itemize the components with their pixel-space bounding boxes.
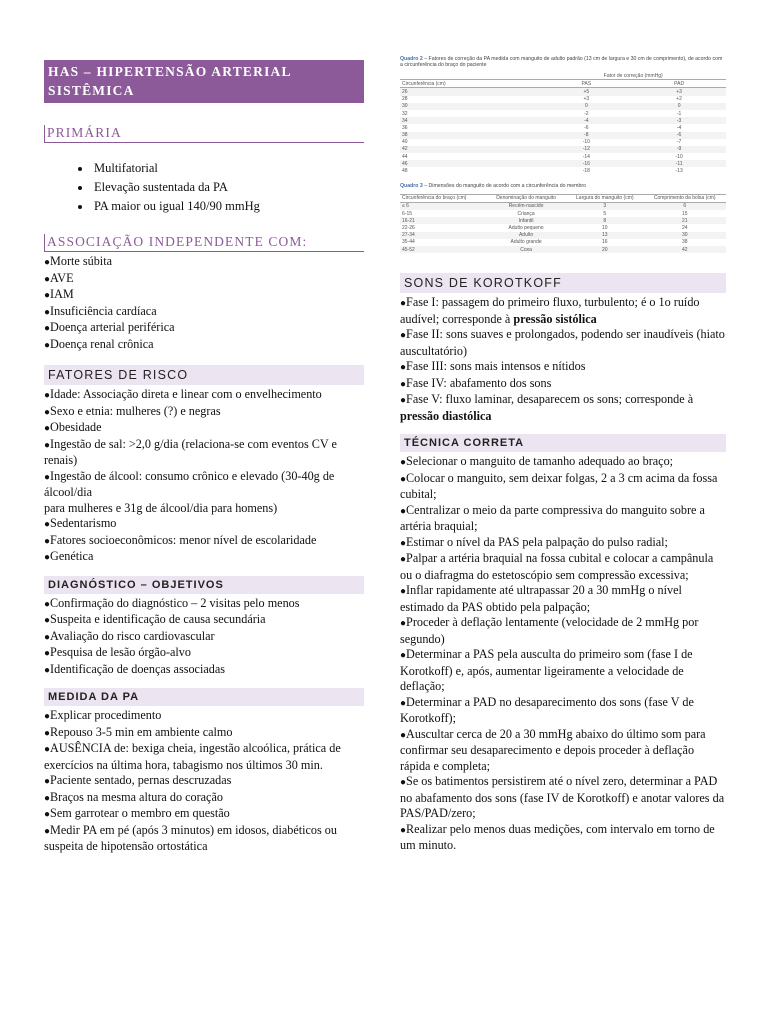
table-row bbox=[400, 160, 726, 167]
list-item: ● Morte súbita bbox=[44, 254, 364, 271]
table-cell: -12 bbox=[540, 146, 632, 153]
table-cell: 13 bbox=[566, 232, 643, 239]
list-item: ● Doença renal crônica bbox=[44, 337, 364, 354]
table-cell: 3 bbox=[566, 202, 643, 210]
list-item: ● Braços na mesma altura do coração bbox=[44, 790, 364, 807]
list-item: ● AUSÊNCIA de: bexiga cheia, ingestão alcoólica, prática de exercícios na última hora, tabagismo nos últimos 30 min. bbox=[44, 741, 364, 773]
list-item: ● Ingestão de álcool: consumo crônico e elevado (30-40g de álcool/dia bbox=[44, 469, 364, 501]
table-cell: -10 bbox=[675, 153, 683, 160]
quadro-3-body bbox=[400, 202, 726, 253]
table-row bbox=[400, 239, 726, 246]
table-cell: +3 bbox=[583, 96, 590, 103]
table-cell: +3 bbox=[632, 88, 726, 96]
medida-list bbox=[44, 708, 364, 855]
tecnica-list bbox=[400, 454, 726, 854]
table-row bbox=[400, 146, 726, 153]
list-item: ● Identificação de doenças associadas bbox=[44, 662, 364, 679]
col-header: Circunferência (cm) bbox=[400, 80, 540, 88]
table-row bbox=[400, 96, 726, 103]
quadro-3-table bbox=[400, 194, 726, 254]
table-cell: +2 bbox=[676, 96, 682, 103]
table-row bbox=[400, 246, 726, 253]
right-column bbox=[400, 56, 726, 854]
list-item: ● Sedentarismo bbox=[44, 516, 364, 533]
list-item: ● Confirmação do diagnóstico – 2 visitas pelo menos bbox=[44, 596, 364, 613]
table-cell: 32 bbox=[402, 110, 408, 117]
table-cell: 10 bbox=[602, 224, 608, 231]
col-header: Denominação do manguito bbox=[486, 194, 566, 202]
list-item: ● Se os batimentos persistirem até o nível zero, determinar a PAD no abafamento dos sons (fase IV de Korotkoff) e anotar valores da PAS/PAD/zero; bbox=[400, 774, 726, 822]
table-cell: -1 bbox=[676, 110, 682, 117]
list-item: ● Selecionar o manguito de tamanho adequado ao braço; bbox=[400, 454, 726, 471]
table-cell: 42 bbox=[400, 146, 540, 153]
table-cell: 16-21 bbox=[400, 217, 486, 224]
table-cell: -4 bbox=[540, 117, 632, 124]
table-row bbox=[400, 153, 726, 160]
list-item: ● Estimar o nível da PAS pela palpação do pulso radial; bbox=[400, 535, 726, 552]
list-item: ● Genética bbox=[44, 549, 364, 566]
table-row bbox=[400, 132, 726, 139]
table-cell: -11 bbox=[632, 160, 726, 167]
left-column bbox=[44, 60, 364, 855]
table-cell: 21 bbox=[643, 217, 726, 224]
quadro-2-caption: – Fatores de correção da PA medida com manguito de adulto padrão (13 cm de largura e 30 cm de comprimento), de acordo com a circunferência do braço do paciente bbox=[400, 56, 723, 68]
col-header: Comprimento da bolsa (cm) bbox=[643, 194, 726, 202]
table-row bbox=[400, 167, 726, 174]
list-item: ● Realizar pelo menos duas medições, com intervalo em torno de um minuto. bbox=[400, 822, 726, 854]
table-cell: -8 bbox=[540, 132, 632, 139]
list-item: ● Doença arterial periférica bbox=[44, 320, 364, 337]
list-item: ● AVE bbox=[44, 271, 364, 288]
table-cell: 28 bbox=[402, 96, 408, 103]
table-cell: 45-52 bbox=[400, 246, 486, 253]
pressao-diastolica-text: pressão diastólica bbox=[400, 408, 492, 423]
list-item: ● Fase IV: abafamento dos sons bbox=[400, 376, 726, 393]
quadro-3-figure bbox=[400, 183, 726, 254]
list-item: ● Medir PA em pé (após 3 minutos) em idosos, diabéticos ou suspeita de hipotensão ortostática bbox=[44, 823, 364, 855]
table-cell: 16 bbox=[602, 239, 608, 246]
table-row bbox=[400, 232, 726, 239]
col-header: Largura do manguito (cm) bbox=[566, 194, 643, 202]
list-item: ● Ingestão de sal: >2,0 g/dia (relaciona-se com eventos CV e renais) bbox=[44, 437, 364, 469]
heading-medida-pa: MEDIDA DA PA bbox=[44, 688, 364, 706]
pressao-sistolica-text: pressão sistólica bbox=[513, 311, 597, 326]
heading-tecnica-correta: TÉCNICA CORRETA bbox=[400, 434, 726, 452]
table-cell: Infantil bbox=[486, 217, 566, 224]
document-title: HAS – HIPERTENSÃO ARTERIAL SISTÊMICA bbox=[44, 60, 364, 103]
list-item: • PA maior ou igual 140/90 mmHg bbox=[92, 197, 364, 216]
table-row bbox=[400, 224, 726, 231]
table-cell: 22-26 bbox=[402, 224, 415, 231]
table-cell: 24 bbox=[681, 224, 688, 231]
list-item: ● Fase V: fluxo laminar, desaparecem os sons; corresponde à pressão diastólica bbox=[400, 392, 726, 424]
table-cell: Adulto bbox=[486, 232, 566, 239]
table-cell: 38 bbox=[681, 239, 688, 246]
col-header: PAS bbox=[540, 80, 632, 88]
table-row bbox=[400, 124, 726, 131]
table-row bbox=[400, 88, 726, 96]
table-cell: 8 bbox=[566, 217, 643, 224]
table-cell: -4 bbox=[676, 124, 682, 131]
list-item: ● Insuficiência cardíaca bbox=[44, 304, 364, 321]
list-item: ● Determinar a PAD no desaparecimento dos sons (fase V de Korotkoff); bbox=[400, 695, 726, 727]
list-item: ● Fase II: sons suaves e prolongados, podendo ser inaudíveis (hiato auscultatório) bbox=[400, 327, 726, 359]
table-row bbox=[400, 139, 726, 146]
list-item: ● Idade: Associação direta e linear com o envelhecimento bbox=[44, 387, 364, 404]
associacao-list bbox=[44, 254, 364, 353]
table-cell: 48 bbox=[402, 168, 408, 175]
table-cell: -9 bbox=[632, 146, 726, 153]
korotkoff-list bbox=[400, 295, 726, 424]
quadro-2-body bbox=[400, 88, 726, 175]
table-cell: -6 bbox=[584, 124, 589, 131]
table-row bbox=[400, 103, 726, 110]
table-cell: 40 bbox=[402, 139, 408, 146]
table-cell: 30 bbox=[400, 103, 540, 110]
table-cell: Coxa bbox=[486, 246, 566, 253]
quadro-2-figure bbox=[400, 56, 726, 175]
table-cell: -10 bbox=[582, 139, 590, 146]
table-cell: -7 bbox=[676, 139, 682, 146]
table-cell: 0 bbox=[540, 103, 632, 110]
list-item: ● Fatores socioeconômicos: menor nível de escolaridade bbox=[44, 533, 364, 550]
col-header: Circunferência do braço (cm) bbox=[400, 194, 486, 202]
heading-associacao: ASSOCIAÇÃO INDEPENDENTE COM: bbox=[44, 234, 364, 252]
table-cell: 36 bbox=[402, 124, 408, 131]
table-cell: Adulto grande bbox=[510, 239, 542, 246]
table-row bbox=[400, 202, 726, 210]
list-item: ● Sexo e etnia: mulheres (?) e negras bbox=[44, 404, 364, 421]
list-item: ● Colocar o manguito, sem deixar folgas, 2 a 3 cm acima da fossa cubital; bbox=[400, 471, 726, 503]
table-cell: Recém-nascido bbox=[486, 202, 566, 210]
table-cell: -14 bbox=[582, 153, 590, 160]
table-cell: 15 bbox=[681, 210, 688, 217]
list-item: ● Sem garrotear o membro em questão bbox=[44, 806, 364, 823]
table-cell: -6 bbox=[632, 132, 726, 139]
quadro-2-label: Quadro 2 bbox=[400, 56, 423, 62]
list-item: ● Repouso 3-5 min em ambiente calmo bbox=[44, 725, 364, 742]
list-item: ● Fase I: passagem do primeiro fluxo, turbulento; é o 1o ruído audível; corresponde à pressão sistólica bbox=[400, 295, 726, 327]
table-cell: +5 bbox=[540, 88, 632, 96]
quadro-3-label: Quadro 3 bbox=[400, 182, 423, 189]
list-item: ● Proceder à deflação lentamente (velocidade de 2 mmHg por segundo) bbox=[400, 615, 726, 647]
table-cell: 30 bbox=[643, 232, 726, 239]
col-header: PAD bbox=[632, 80, 726, 88]
table-row bbox=[400, 217, 726, 224]
list-item: ● Inflar rapidamente até ultrapassar 20 a 30 mmHg o nível estimado da PAS obtido pela palpação; bbox=[400, 583, 726, 615]
table-cell: -16 bbox=[540, 160, 632, 167]
list-item: ● Obesidade bbox=[44, 420, 364, 437]
table-cell: -18 bbox=[582, 168, 590, 175]
list-item: ● Explicar procedimento bbox=[44, 708, 364, 725]
list-item: • Elevação sustentada da PA bbox=[92, 178, 364, 197]
list-item: ● Suspeita e identificação de causa secundária bbox=[44, 612, 364, 629]
table-cell: ≤ 6 bbox=[400, 202, 486, 210]
table-cell: 34 bbox=[400, 117, 540, 124]
table-row bbox=[400, 117, 726, 124]
quadro-3-title bbox=[400, 183, 726, 189]
table-row bbox=[400, 210, 726, 217]
list-item: • Multifatorial bbox=[92, 159, 364, 178]
table-cell: -3 bbox=[632, 117, 726, 124]
fatores-list bbox=[44, 387, 364, 566]
table-cell: 44 bbox=[402, 153, 408, 160]
table-cell: -13 bbox=[675, 168, 683, 175]
col-group-header: Fator de correção (mmHg) bbox=[603, 72, 663, 79]
table-cell: 6 bbox=[643, 202, 726, 210]
table-cell: 26 bbox=[400, 88, 540, 96]
list-item-continuation: para mulheres e 31g de álcool/dia para homens) bbox=[44, 500, 278, 515]
heading-primaria: PRIMÁRIA bbox=[44, 125, 364, 143]
list-item: ● IAM bbox=[44, 287, 364, 304]
list-item: ● Auscultar cerca de 20 a 30 mmHg abaixo do último som para confirmar seu desaparecimento e depois proceder à deflação rápida e completa; bbox=[400, 727, 726, 775]
primaria-list bbox=[44, 159, 364, 216]
diagnostico-list bbox=[44, 596, 364, 679]
quadro-2-table bbox=[400, 72, 726, 175]
list-item: ● Fase III: sons mais intensos e nítidos bbox=[400, 359, 726, 376]
table-cell: 35-44 bbox=[402, 239, 415, 246]
heading-korotkoff: SONS DE KOROTKOFF bbox=[400, 273, 726, 293]
list-item: ● Centralizar o meio da parte compressiva do manguito sobre a artéria braquial; bbox=[400, 503, 726, 535]
heading-fatores-risco: FATORES DE RISCO bbox=[44, 365, 364, 385]
table-cell: Criança bbox=[517, 210, 535, 217]
table-cell: 5 bbox=[603, 210, 607, 217]
table-row bbox=[400, 110, 726, 117]
table-cell: 38 bbox=[400, 132, 540, 139]
quadro-3-caption: – Dimensões do manguito de acordo com a circunferência do membro bbox=[422, 182, 586, 189]
quadro-2-title bbox=[400, 56, 726, 68]
table-cell: Adulto pequeno bbox=[508, 224, 544, 231]
list-item: ● Determinar a PAS pela ausculta do primeiro som (fase I de Korotkoff) e, após, aumentar ligeiramente a velocidade de deflação; bbox=[400, 647, 726, 695]
heading-diagnostico: DIAGNÓSTICO – OBJETIVOS bbox=[44, 576, 364, 594]
table-cell: 27-34 bbox=[400, 232, 486, 239]
table-cell: 0 bbox=[632, 103, 726, 110]
list-item: ● Palpar a artéria braquial na fossa cubital e colocar a campânula ou o diafragma do estetoscópio sem compressão excessiva; bbox=[400, 551, 726, 583]
table-cell: 46 bbox=[400, 160, 540, 167]
table-cell: 42 bbox=[643, 246, 726, 253]
list-item: ● Paciente sentado, pernas descruzadas bbox=[44, 773, 364, 790]
table-cell: -2 bbox=[584, 110, 589, 117]
list-item: ● Avaliação do risco cardiovascular bbox=[44, 629, 364, 646]
table-cell: 20 bbox=[566, 246, 643, 253]
table-cell: 6-15 bbox=[402, 210, 413, 217]
list-item: ● Pesquisa de lesão órgão-alvo bbox=[44, 645, 364, 662]
